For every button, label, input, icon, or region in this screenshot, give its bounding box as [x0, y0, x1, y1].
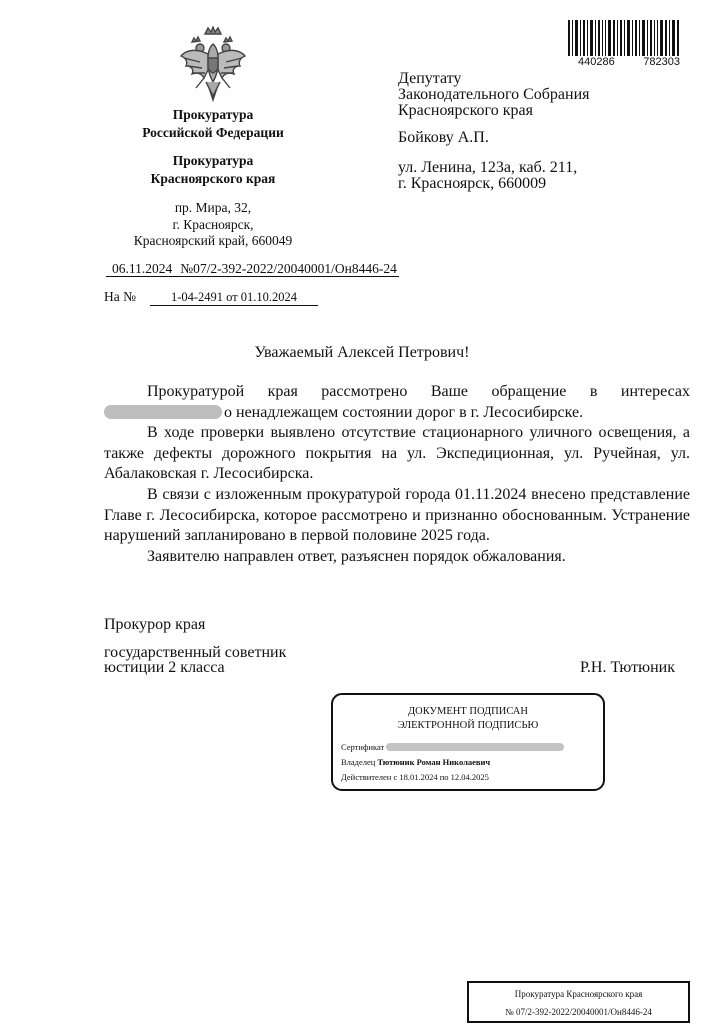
certificate-label: Сертификат: [341, 742, 385, 752]
sender-address: [120, 200, 306, 250]
footer-number: № 07/2-392-2022/20040001/Он8446-24: [505, 1007, 652, 1017]
recipient-name: Бойкову А.П.: [398, 129, 489, 146]
e-signature-owner: [341, 757, 490, 767]
recipient-address-line1: ул. Ленина, 123а, каб. 211,: [398, 159, 578, 176]
sender-dept-line2: Красноярского края: [150, 171, 276, 186]
e-signature-title-line2: ЭЛЕКТРОННОЙ ПОДПИСЬЮ: [397, 720, 539, 731]
signatory-title: Прокурор края: [104, 616, 206, 633]
footer-org: Прокуратура Красноярского края: [514, 989, 643, 999]
owner-name: Тютюник Роман Николаевич: [377, 757, 491, 767]
owner-label: Владелец: [341, 757, 376, 767]
letter-body: [104, 382, 690, 567]
barcode-right-number: 782303: [643, 56, 680, 68]
certificate-redacted: [386, 743, 564, 751]
outgoing-date-number: [106, 261, 399, 277]
sender-address-line2: г. Красноярск,: [172, 216, 254, 232]
paragraph-1: [104, 382, 690, 423]
valid-to: 12.04.2025: [450, 772, 489, 782]
outgoing-date: 06.11.2024: [106, 261, 174, 277]
recipient-address: [398, 160, 577, 192]
barcode: [568, 20, 680, 56]
recipient-address-line2: г. Красноярск, 660009: [398, 175, 547, 192]
recipient-position: [398, 71, 590, 119]
coat-of-arms-icon: [178, 26, 248, 104]
redacted-name: [104, 405, 222, 419]
valid-to-label: по: [439, 772, 449, 782]
registration-footer: [467, 981, 690, 1023]
valid-label: Действителен с: [341, 772, 398, 782]
e-signature-validity: [341, 772, 489, 782]
sender-address-line1: пр. Мира, 32,: [174, 200, 252, 215]
paragraph-4: Заявителю направлен ответ, разъяснен порядок обжалования.: [147, 547, 566, 565]
outgoing-number: №07/2-392-2022/20040001/Он8446-24: [174, 261, 399, 277]
sender-org-line2: Российской Федерации: [142, 125, 284, 140]
paragraph-1-text: Прокуратурой края рассмотрено Ваше обращение в интересах: [147, 383, 690, 400]
sender-address-line3: Красноярский край, 660049: [133, 233, 293, 248]
incoming-label: На №: [104, 289, 136, 304]
e-signature-title: [333, 705, 603, 733]
e-signature-certificate: [341, 742, 564, 752]
e-signature-title-line1: ДОКУМЕНТ ПОДПИСАН: [408, 706, 528, 717]
valid-from: 18.01.2024: [399, 772, 438, 782]
incoming-reference: [104, 289, 318, 306]
signatory-rank: [104, 645, 286, 675]
recipient-line2: Законодательного Собрания: [398, 86, 590, 103]
recipient-line3: Красноярского края: [398, 102, 533, 119]
salutation: Уважаемый Алексей Петрович!: [254, 344, 470, 361]
sender-org-line1: Прокуратура: [172, 107, 254, 122]
paragraph-2: В ходе проверки выявлено отсутствие стационарного уличного освещения, а также дефекты дорожного покрытия на ул. Экспедиционная, ул. Ручейная, ул. Абалаковская г. Лесосибирска.: [104, 424, 690, 483]
incoming-value: 1-04-2491 от 01.10.2024: [150, 290, 318, 306]
sender-organization: [120, 106, 306, 142]
sender-department: [120, 152, 306, 188]
signatory-rank-line2: юстиции 2 класса: [104, 659, 225, 676]
paragraph-1-tail: о ненадлежащем состоянии дорог в г. Лесосибирске.: [224, 403, 584, 421]
signatory-name: Р.Н. Тютюник: [580, 659, 676, 676]
paragraph-3: В связи с изложенным прокуратурой города 01.11.2024 внесено представление Главе г. Лесосибирска, которое рассмотрено и признанно обоснованным. Устранение нарушений запланировано в первой половине 2025 года.: [104, 485, 690, 545]
barcode-numbers: [578, 56, 680, 68]
signatory-rank-line1: государственный советник: [104, 644, 287, 661]
e-signature-stamp: [331, 693, 605, 791]
sender-dept-line1: Прокуратура: [172, 153, 254, 168]
recipient-line1: Депутату: [398, 70, 462, 87]
barcode-left-number: 440286: [578, 56, 615, 68]
